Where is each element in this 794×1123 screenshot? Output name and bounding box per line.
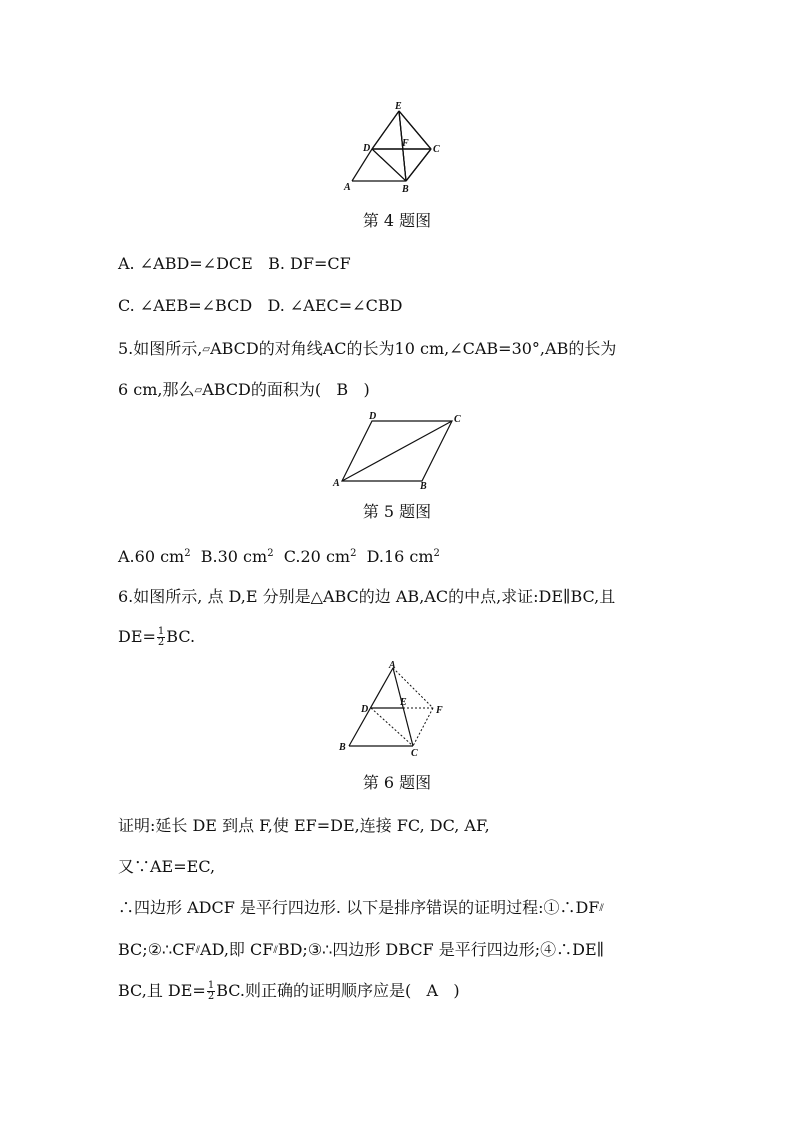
fraction-half: [157, 627, 165, 648]
q5-sq-a: 2: [184, 548, 191, 559]
fig6-label-C: C: [411, 748, 418, 759]
q5-line-1: [118, 337, 698, 362]
proof-text-5a: BC,且 DE=: [118, 981, 206, 1000]
q5-text-1b: ABCD的对角线AC的长为10 cm,∠CAB=30°,AB的长为: [210, 339, 617, 358]
proof-text-5b: BC.则正确的证明顺序应是(: [216, 981, 412, 1000]
q5-line-2: [118, 378, 698, 403]
q5-option-b: B.30 cm: [200, 547, 268, 566]
fig4-label-C: C: [433, 144, 440, 155]
proof-text-5c: ): [453, 981, 460, 1000]
proof-line-1: 证明:延长 DE 到点 F,使 EF=DE,连接 FC, DC, AF,: [118, 816, 490, 835]
q5-sq-b: 2: [267, 548, 274, 559]
q6-text-2a: DE=: [118, 627, 156, 646]
proof-text-4a: BC;②∴CF: [118, 940, 196, 959]
proof-text-4c: BD;③∴四边形 DBCF 是平行四边形;④∴DE∥: [277, 940, 605, 959]
fig5-label-B: B: [420, 481, 427, 490]
eq-parallel-mark-2: ⫽: [195, 945, 201, 956]
figure-4-diagram: [342, 98, 452, 198]
figure-6-caption: 第 6 题图: [362, 773, 432, 792]
fig4-label-B: B: [402, 184, 409, 195]
q5-sq-c: 2: [350, 548, 357, 559]
proof-text-3a: ∴四边形 ADCF 是平行四边形. 以下是排序错误的证明过程:①∴DF: [118, 898, 600, 917]
q6-line-2: [118, 625, 698, 649]
eq-parallel-mark-3: ⫽: [273, 945, 278, 956]
proof-line-5: [118, 979, 698, 1003]
q4-option-b: B. DF=CF: [268, 254, 351, 273]
q5-options: [118, 542, 698, 569]
q4-options-row2: [118, 294, 698, 318]
fig6-label-B: B: [339, 742, 346, 753]
q4-option-a: A. ∠ABD=∠DCE: [118, 254, 253, 273]
parallelogram-mark-2: ▱: [194, 385, 203, 396]
q5-option-c: C.20 cm: [283, 547, 351, 566]
proof-line-3: [118, 896, 698, 921]
figure-4-caption: 第 4 题图: [362, 211, 432, 230]
fig6-label-A: A: [389, 660, 396, 671]
fig4-label-A: A: [344, 182, 351, 193]
q5-text-2a: 6 cm,那么: [118, 380, 195, 399]
q4-options-row1: [118, 252, 698, 276]
fraction-num-2: 1: [207, 980, 215, 991]
proof-answer: A: [426, 981, 439, 1000]
q4-option-d: D. ∠AEC=∠CBD: [267, 296, 403, 315]
fraction-num: 1: [157, 626, 165, 637]
proof-text-4b: AD,即 CF: [200, 940, 274, 959]
q5-option-a: A.60 cm: [118, 547, 185, 566]
fig6-label-E: E: [400, 697, 407, 708]
eq-parallel-mark-1: ⫽: [599, 903, 604, 914]
fig6-label-F: F: [436, 705, 443, 716]
fraction-den-2: 2: [207, 991, 215, 1002]
q4-option-c: C. ∠AEB=∠BCD: [118, 296, 253, 315]
fig4-label-D: D: [363, 143, 371, 154]
q6-line-1: 6.如图所示, 点 D,E 分别是△ABC的边 AB,AC的中点,求证:DE∥BC,且: [118, 587, 616, 606]
figure-5-diagram: [332, 408, 462, 490]
fig5-label-C: C: [454, 414, 461, 425]
fig4-label-F: F: [402, 138, 409, 149]
figure-5: [0, 408, 794, 490]
proof-line-4: [118, 938, 698, 963]
q5-text-1a: 5.如图所示,: [118, 339, 203, 358]
figure-6: [0, 660, 794, 760]
fraction-half-2: [207, 981, 215, 1002]
fig5-label-A: A: [333, 478, 340, 489]
q5-answer: B: [336, 380, 349, 399]
figure-6-diagram: [337, 660, 457, 760]
parallelogram-mark: ▱: [202, 344, 211, 355]
figure-5-caption: 第 5 题图: [362, 502, 432, 521]
figure-4: [0, 98, 794, 198]
proof-line-2: 又∵AE=EC,: [118, 857, 216, 876]
q5-text-2c: ): [363, 380, 370, 399]
fig6-label-D: D: [361, 704, 369, 715]
q6-text-2b: BC.: [166, 627, 196, 646]
q5-option-d: D.16 cm: [366, 547, 434, 566]
q5-sq-d: 2: [433, 548, 440, 559]
fig4-label-E: E: [395, 101, 402, 112]
fraction-den: 2: [157, 637, 165, 648]
q5-text-2b: ABCD的面积为(: [202, 380, 322, 399]
fig5-label-D: D: [369, 411, 377, 422]
